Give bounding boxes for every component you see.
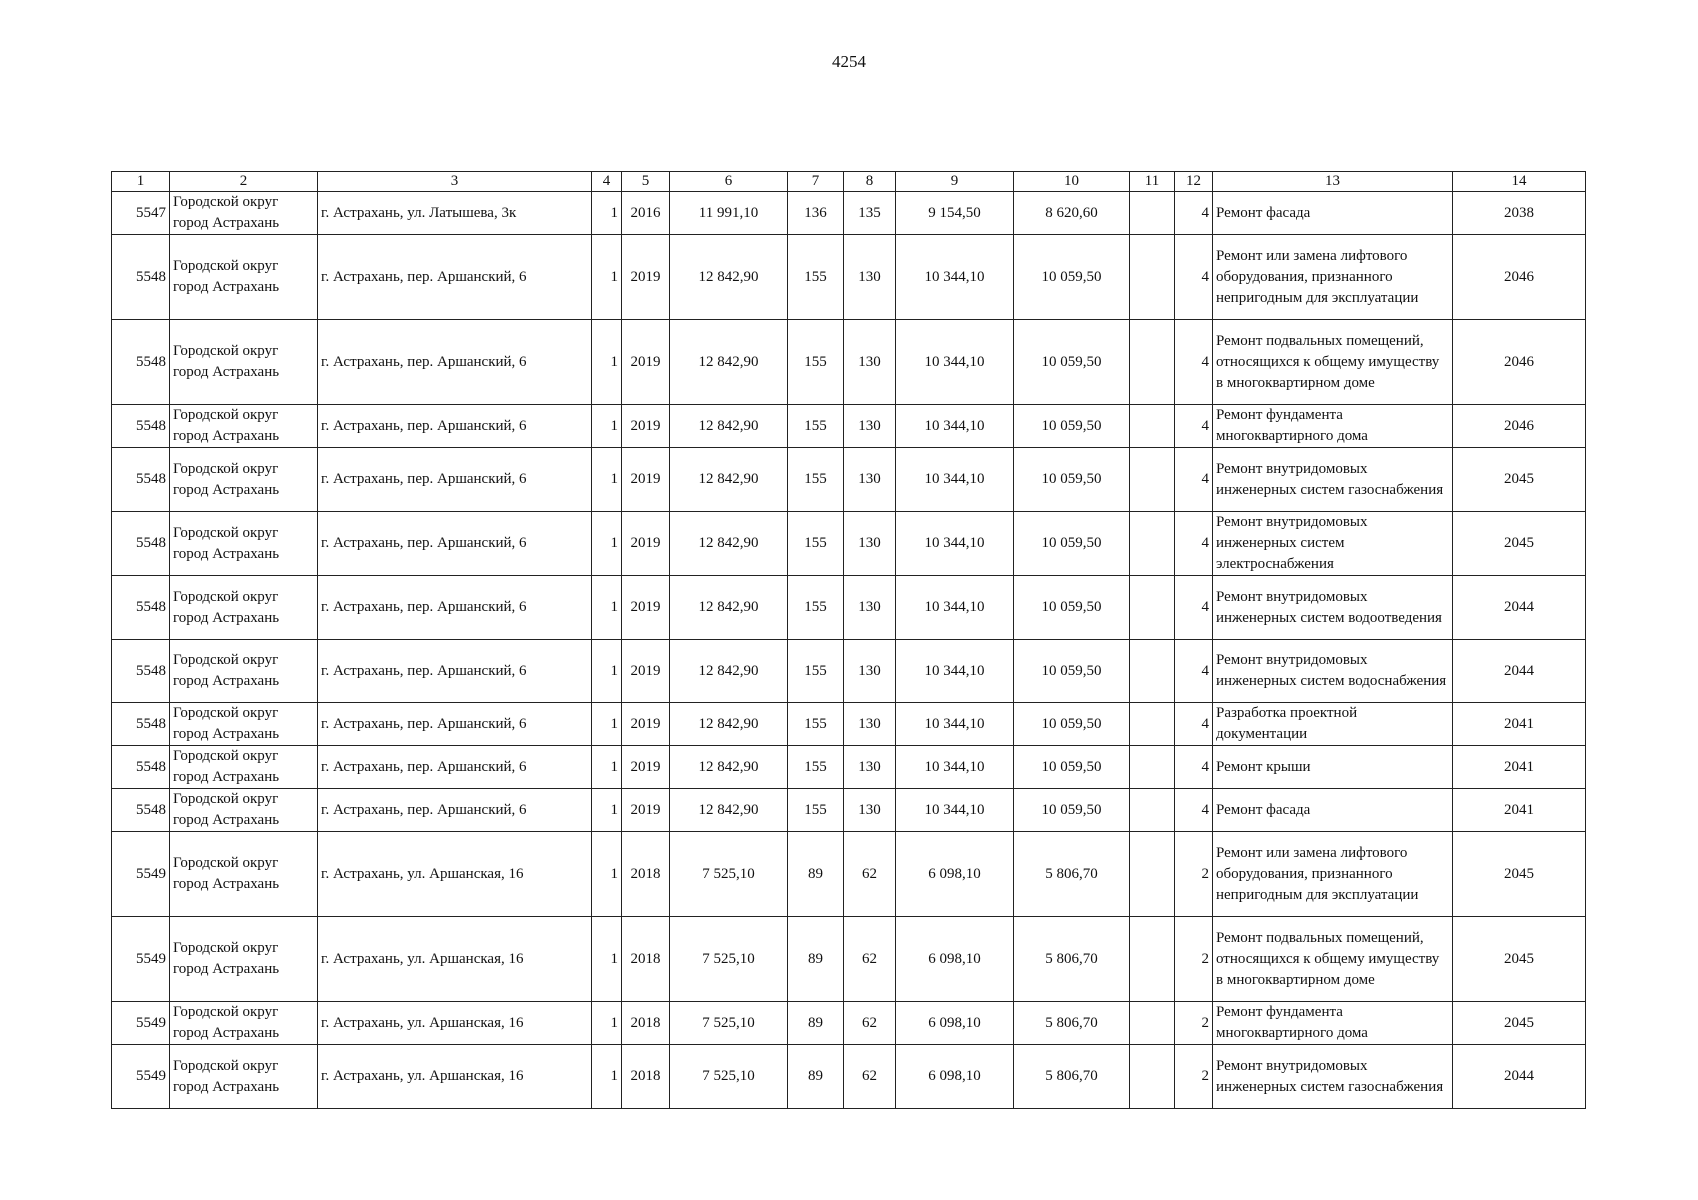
cell-total-area: 12 842,90 <box>670 512 788 576</box>
table-row <box>112 235 1586 320</box>
cell-col-7: 155 <box>788 640 844 703</box>
cell-area-9: 6 098,10 <box>896 832 1014 917</box>
cell-record-number: 5549 <box>112 917 170 1002</box>
column-header-7: 7 <box>788 172 844 192</box>
cell-record-number: 5548 <box>112 405 170 448</box>
cell-work-type: Ремонт фундамента многоквартирного дома <box>1213 1002 1453 1045</box>
cell-col-11 <box>1130 235 1175 320</box>
cell-col-4: 1 <box>592 512 622 576</box>
cell-record-number: 5547 <box>112 192 170 235</box>
column-header-8: 8 <box>844 172 896 192</box>
column-header-14: 14 <box>1453 172 1586 192</box>
cell-col-12: 4 <box>1175 512 1213 576</box>
cell-address: г. Астрахань, пер. Аршанский, 6 <box>318 746 592 789</box>
cell-municipality: Городской округ город Астрахань <box>170 1045 318 1109</box>
cell-col-4: 1 <box>592 832 622 917</box>
cell-address: г. Астрахань, пер. Аршанский, 6 <box>318 640 592 703</box>
cell-address: г. Астрахань, пер. Аршанский, 6 <box>318 320 592 405</box>
cell-col-12: 2 <box>1175 917 1213 1002</box>
cell-area-10: 10 059,50 <box>1014 746 1130 789</box>
cell-col-4: 1 <box>592 235 622 320</box>
cell-col-12: 4 <box>1175 576 1213 640</box>
cell-col-12: 4 <box>1175 192 1213 235</box>
cell-area-10: 5 806,70 <box>1014 917 1130 1002</box>
cell-area-10: 8 620,60 <box>1014 192 1130 235</box>
cell-planned-year: 2041 <box>1453 746 1586 789</box>
cell-col-7: 155 <box>788 703 844 746</box>
cell-address: г. Астрахань, пер. Аршанский, 6 <box>318 703 592 746</box>
cell-record-number: 5548 <box>112 703 170 746</box>
cell-year: 2018 <box>622 832 670 917</box>
cell-municipality: Городской округ город Астрахань <box>170 235 318 320</box>
cell-municipality: Городской округ город Астрахань <box>170 703 318 746</box>
cell-col-4: 1 <box>592 576 622 640</box>
cell-col-12: 4 <box>1175 320 1213 405</box>
cell-col-8: 130 <box>844 789 896 832</box>
cell-total-area: 12 842,90 <box>670 789 788 832</box>
cell-area-10: 10 059,50 <box>1014 512 1130 576</box>
cell-col-7: 89 <box>788 832 844 917</box>
cell-col-11 <box>1130 320 1175 405</box>
cell-area-10: 10 059,50 <box>1014 235 1130 320</box>
column-header-3: 3 <box>318 172 592 192</box>
cell-area-10: 10 059,50 <box>1014 789 1130 832</box>
column-header-13: 13 <box>1213 172 1453 192</box>
table-row <box>112 746 1586 789</box>
cell-work-type: Ремонт внутридомовых инженерных систем водоснабжения <box>1213 640 1453 703</box>
cell-year: 2018 <box>622 1002 670 1045</box>
cell-col-4: 1 <box>592 917 622 1002</box>
cell-col-11 <box>1130 448 1175 512</box>
cell-year: 2019 <box>622 576 670 640</box>
table-row <box>112 192 1586 235</box>
cell-area-9: 6 098,10 <box>896 1045 1014 1109</box>
cell-area-10: 5 806,70 <box>1014 832 1130 917</box>
cell-area-10: 10 059,50 <box>1014 320 1130 405</box>
cell-record-number: 5548 <box>112 576 170 640</box>
cell-col-8: 130 <box>844 320 896 405</box>
cell-work-type: Ремонт или замена лифтового оборудования, признанного непригодным для эксплуатации <box>1213 235 1453 320</box>
cell-record-number: 5548 <box>112 235 170 320</box>
registry-table <box>111 171 1586 1109</box>
cell-col-8: 62 <box>844 917 896 1002</box>
cell-address: г. Астрахань, пер. Аршанский, 6 <box>318 448 592 512</box>
cell-planned-year: 2038 <box>1453 192 1586 235</box>
cell-planned-year: 2046 <box>1453 235 1586 320</box>
column-header-10: 10 <box>1014 172 1130 192</box>
cell-work-type: Ремонт или замена лифтового оборудования, признанного непригодным для эксплуатации <box>1213 832 1453 917</box>
cell-col-11 <box>1130 789 1175 832</box>
cell-work-type: Ремонт внутридомовых инженерных систем водоотведения <box>1213 576 1453 640</box>
cell-col-12: 4 <box>1175 640 1213 703</box>
cell-col-7: 155 <box>788 746 844 789</box>
cell-total-area: 12 842,90 <box>670 640 788 703</box>
page-number: 4254 <box>832 52 866 71</box>
cell-address: г. Астрахань, ул. Латышева, 3к <box>318 192 592 235</box>
cell-address: г. Астрахань, ул. Аршанская, 16 <box>318 832 592 917</box>
table-row <box>112 576 1586 640</box>
cell-col-11 <box>1130 512 1175 576</box>
cell-municipality: Городской округ город Астрахань <box>170 192 318 235</box>
cell-col-4: 1 <box>592 789 622 832</box>
cell-total-area: 7 525,10 <box>670 1045 788 1109</box>
cell-col-8: 130 <box>844 448 896 512</box>
cell-col-7: 155 <box>788 576 844 640</box>
cell-col-7: 155 <box>788 789 844 832</box>
cell-total-area: 7 525,10 <box>670 917 788 1002</box>
cell-area-9: 10 344,10 <box>896 512 1014 576</box>
cell-municipality: Городской округ город Астрахань <box>170 1002 318 1045</box>
cell-area-9: 10 344,10 <box>896 703 1014 746</box>
column-header-1: 1 <box>112 172 170 192</box>
cell-area-10: 10 059,50 <box>1014 640 1130 703</box>
table-row <box>112 512 1586 576</box>
cell-work-type: Ремонт подвальных помещений, относящихся к общему имуществу в многоквартирном доме <box>1213 320 1453 405</box>
cell-work-type: Ремонт внутридомовых инженерных систем электроснабжения <box>1213 512 1453 576</box>
cell-planned-year: 2044 <box>1453 640 1586 703</box>
column-header-5: 5 <box>622 172 670 192</box>
table-row <box>112 1002 1586 1045</box>
table-row <box>112 789 1586 832</box>
cell-total-area: 7 525,10 <box>670 832 788 917</box>
cell-work-type: Ремонт подвальных помещений, относящихся к общему имуществу в многоквартирном доме <box>1213 917 1453 1002</box>
cell-municipality: Городской округ город Астрахань <box>170 789 318 832</box>
cell-year: 2019 <box>622 320 670 405</box>
cell-address: г. Астрахань, ул. Аршанская, 16 <box>318 917 592 1002</box>
cell-col-11 <box>1130 832 1175 917</box>
cell-col-12: 2 <box>1175 1045 1213 1109</box>
cell-work-type: Разработка проектной документации <box>1213 703 1453 746</box>
cell-col-11 <box>1130 640 1175 703</box>
cell-address: г. Астрахань, ул. Аршанская, 16 <box>318 1002 592 1045</box>
cell-total-area: 12 842,90 <box>670 746 788 789</box>
cell-area-9: 9 154,50 <box>896 192 1014 235</box>
cell-municipality: Городской округ город Астрахань <box>170 917 318 1002</box>
cell-area-9: 10 344,10 <box>896 235 1014 320</box>
cell-col-11 <box>1130 576 1175 640</box>
cell-col-11 <box>1130 1045 1175 1109</box>
column-header-11: 11 <box>1130 172 1175 192</box>
cell-col-7: 155 <box>788 405 844 448</box>
cell-municipality: Городской округ город Астрахань <box>170 512 318 576</box>
cell-col-4: 1 <box>592 405 622 448</box>
cell-total-area: 12 842,90 <box>670 448 788 512</box>
cell-work-type: Ремонт внутридомовых инженерных систем газоснабжения <box>1213 1045 1453 1109</box>
cell-record-number: 5549 <box>112 832 170 917</box>
cell-area-10: 10 059,50 <box>1014 405 1130 448</box>
cell-col-4: 1 <box>592 1002 622 1045</box>
column-number-row <box>112 172 1586 192</box>
cell-year: 2019 <box>622 512 670 576</box>
cell-area-9: 6 098,10 <box>896 1002 1014 1045</box>
cell-record-number: 5548 <box>112 512 170 576</box>
cell-col-12: 2 <box>1175 1002 1213 1045</box>
cell-total-area: 12 842,90 <box>670 576 788 640</box>
cell-col-4: 1 <box>592 703 622 746</box>
cell-area-10: 5 806,70 <box>1014 1045 1130 1109</box>
cell-work-type: Ремонт внутридомовых инженерных систем газоснабжения <box>1213 448 1453 512</box>
cell-municipality: Городской округ город Астрахань <box>170 405 318 448</box>
cell-col-12: 4 <box>1175 789 1213 832</box>
cell-area-10: 10 059,50 <box>1014 703 1130 746</box>
table-body <box>112 192 1586 1109</box>
cell-col-11 <box>1130 192 1175 235</box>
cell-record-number: 5548 <box>112 320 170 405</box>
cell-col-12: 4 <box>1175 746 1213 789</box>
table-row <box>112 320 1586 405</box>
cell-year: 2019 <box>622 746 670 789</box>
cell-planned-year: 2046 <box>1453 320 1586 405</box>
cell-col-7: 136 <box>788 192 844 235</box>
cell-planned-year: 2045 <box>1453 512 1586 576</box>
cell-address: г. Астрахань, пер. Аршанский, 6 <box>318 235 592 320</box>
column-header-4: 4 <box>592 172 622 192</box>
cell-year: 2018 <box>622 1045 670 1109</box>
cell-col-8: 130 <box>844 640 896 703</box>
cell-planned-year: 2041 <box>1453 789 1586 832</box>
cell-area-9: 10 344,10 <box>896 405 1014 448</box>
cell-col-8: 135 <box>844 192 896 235</box>
cell-col-4: 1 <box>592 320 622 405</box>
cell-total-area: 11 991,10 <box>670 192 788 235</box>
cell-municipality: Городской округ город Астрахань <box>170 448 318 512</box>
cell-col-12: 4 <box>1175 405 1213 448</box>
cell-col-8: 130 <box>844 512 896 576</box>
cell-year: 2019 <box>622 789 670 832</box>
cell-col-8: 62 <box>844 1045 896 1109</box>
cell-address: г. Астрахань, пер. Аршанский, 6 <box>318 512 592 576</box>
cell-planned-year: 2045 <box>1453 448 1586 512</box>
cell-col-7: 155 <box>788 320 844 405</box>
cell-area-9: 6 098,10 <box>896 917 1014 1002</box>
cell-municipality: Городской округ город Астрахань <box>170 640 318 703</box>
cell-col-8: 130 <box>844 746 896 789</box>
cell-col-12: 4 <box>1175 448 1213 512</box>
cell-planned-year: 2044 <box>1453 576 1586 640</box>
cell-col-11 <box>1130 405 1175 448</box>
cell-area-9: 10 344,10 <box>896 640 1014 703</box>
cell-year: 2019 <box>622 405 670 448</box>
table-row <box>112 917 1586 1002</box>
cell-planned-year: 2046 <box>1453 405 1586 448</box>
cell-record-number: 5548 <box>112 640 170 703</box>
cell-col-7: 89 <box>788 1045 844 1109</box>
cell-area-10: 5 806,70 <box>1014 1002 1130 1045</box>
column-header-6: 6 <box>670 172 788 192</box>
cell-col-8: 62 <box>844 832 896 917</box>
cell-col-7: 155 <box>788 512 844 576</box>
cell-area-9: 10 344,10 <box>896 448 1014 512</box>
cell-year: 2018 <box>622 917 670 1002</box>
cell-year: 2016 <box>622 192 670 235</box>
cell-total-area: 12 842,90 <box>670 703 788 746</box>
cell-col-7: 89 <box>788 917 844 1002</box>
cell-municipality: Городской округ город Астрахань <box>170 746 318 789</box>
table-row <box>112 703 1586 746</box>
cell-total-area: 12 842,90 <box>670 320 788 405</box>
cell-municipality: Городской округ город Астрахань <box>170 576 318 640</box>
cell-col-4: 1 <box>592 746 622 789</box>
cell-record-number: 5548 <box>112 448 170 512</box>
cell-total-area: 7 525,10 <box>670 1002 788 1045</box>
cell-col-4: 1 <box>592 640 622 703</box>
column-header-12: 12 <box>1175 172 1213 192</box>
cell-work-type: Ремонт фасада <box>1213 192 1453 235</box>
column-header-2: 2 <box>170 172 318 192</box>
cell-col-4: 1 <box>592 192 622 235</box>
table-row <box>112 640 1586 703</box>
cell-year: 2019 <box>622 235 670 320</box>
cell-address: г. Астрахань, ул. Аршанская, 16 <box>318 1045 592 1109</box>
cell-area-9: 10 344,10 <box>896 320 1014 405</box>
cell-col-7: 155 <box>788 448 844 512</box>
cell-col-4: 1 <box>592 448 622 512</box>
cell-col-11 <box>1130 1002 1175 1045</box>
cell-col-8: 130 <box>844 576 896 640</box>
cell-col-8: 62 <box>844 1002 896 1045</box>
cell-year: 2019 <box>622 640 670 703</box>
cell-planned-year: 2045 <box>1453 917 1586 1002</box>
cell-year: 2019 <box>622 448 670 512</box>
cell-col-8: 130 <box>844 235 896 320</box>
cell-record-number: 5548 <box>112 746 170 789</box>
cell-col-12: 4 <box>1175 703 1213 746</box>
cell-col-8: 130 <box>844 703 896 746</box>
table-row <box>112 448 1586 512</box>
cell-planned-year: 2045 <box>1453 1002 1586 1045</box>
cell-col-12: 4 <box>1175 235 1213 320</box>
cell-col-11 <box>1130 703 1175 746</box>
column-header-9: 9 <box>896 172 1014 192</box>
cell-planned-year: 2045 <box>1453 832 1586 917</box>
cell-work-type: Ремонт фасада <box>1213 789 1453 832</box>
table-row <box>112 1045 1586 1109</box>
cell-col-4: 1 <box>592 1045 622 1109</box>
cell-col-11 <box>1130 917 1175 1002</box>
cell-year: 2019 <box>622 703 670 746</box>
table-row <box>112 832 1586 917</box>
cell-planned-year: 2041 <box>1453 703 1586 746</box>
cell-municipality: Городской округ город Астрахань <box>170 832 318 917</box>
cell-area-9: 10 344,10 <box>896 576 1014 640</box>
cell-planned-year: 2044 <box>1453 1045 1586 1109</box>
cell-record-number: 5549 <box>112 1002 170 1045</box>
cell-address: г. Астрахань, пер. Аршанский, 6 <box>318 576 592 640</box>
cell-total-area: 12 842,90 <box>670 405 788 448</box>
cell-col-11 <box>1130 746 1175 789</box>
cell-municipality: Городской округ город Астрахань <box>170 320 318 405</box>
cell-work-type: Ремонт крыши <box>1213 746 1453 789</box>
cell-area-10: 10 059,50 <box>1014 448 1130 512</box>
cell-work-type: Ремонт фундамента многоквартирного дома <box>1213 405 1453 448</box>
cell-col-12: 2 <box>1175 832 1213 917</box>
cell-total-area: 12 842,90 <box>670 235 788 320</box>
cell-record-number: 5548 <box>112 789 170 832</box>
cell-col-7: 155 <box>788 235 844 320</box>
cell-record-number: 5549 <box>112 1045 170 1109</box>
cell-address: г. Астрахань, пер. Аршанский, 6 <box>318 405 592 448</box>
table-row <box>112 405 1586 448</box>
cell-area-10: 10 059,50 <box>1014 576 1130 640</box>
cell-col-8: 130 <box>844 405 896 448</box>
cell-area-9: 10 344,10 <box>896 789 1014 832</box>
cell-area-9: 10 344,10 <box>896 746 1014 789</box>
cell-address: г. Астрахань, пер. Аршанский, 6 <box>318 789 592 832</box>
cell-col-7: 89 <box>788 1002 844 1045</box>
